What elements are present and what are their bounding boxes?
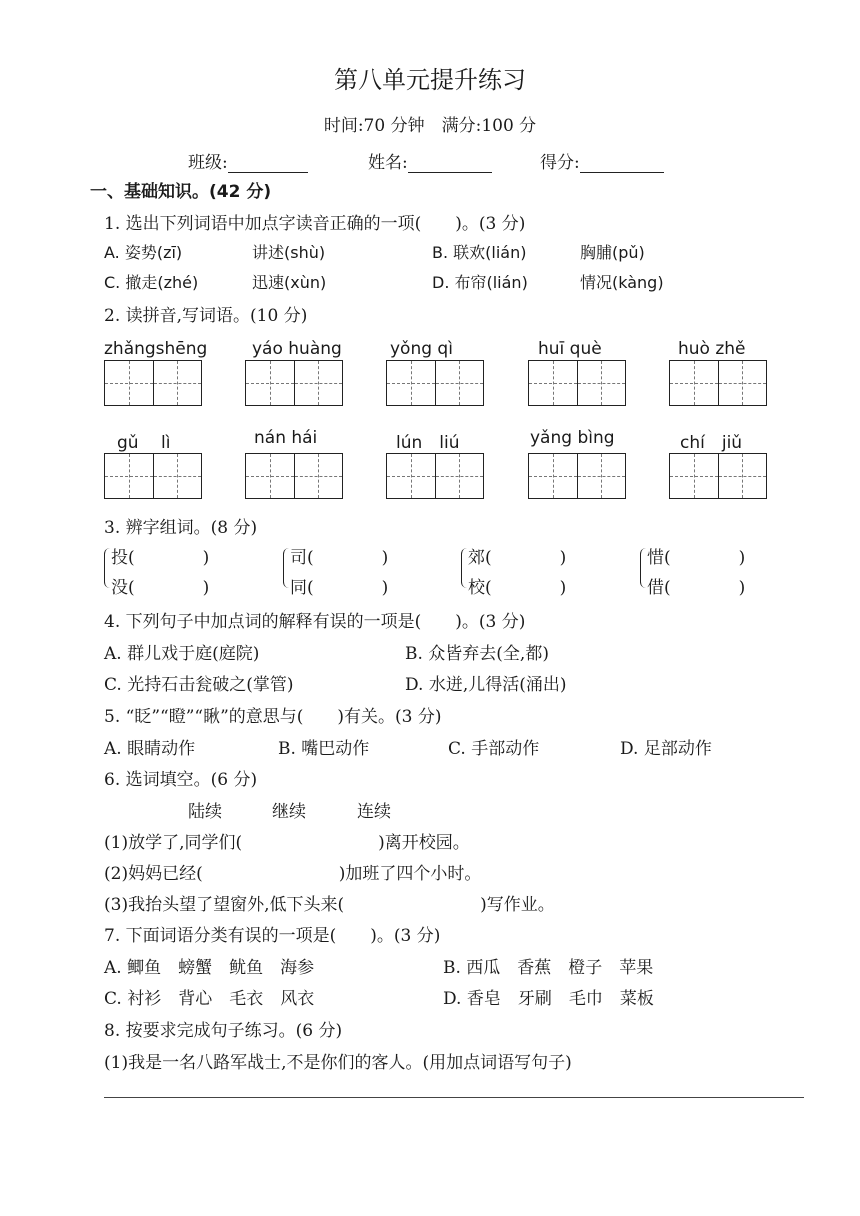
score-field[interactable] [540,148,664,173]
class-field[interactable] [188,148,308,173]
pinyin-label: gǔ lì [117,433,171,453]
q4-stem: 4. 下列句子中加点词的解释有误的一项是( )。(3 分) [104,612,526,632]
word-choice: 连续 [357,802,391,822]
writing-grid[interactable] [669,453,767,499]
q6-sentence-1[interactable]: (1)放学了,同学们( )离开校园。 [104,833,470,853]
pinyin-label: huī què [538,339,602,359]
char-pair-bottom[interactable]: 校( ) [468,578,567,598]
writing-grid[interactable] [528,453,626,499]
pinyin-label: lún liú [396,433,460,453]
q6-stem: 6. 选词填空。(6 分) [104,770,258,790]
pinyin-label: yǎng bìng [530,428,615,448]
char-pair-top[interactable]: 郊( ) [468,548,567,568]
char-pair-bottom[interactable]: 没( ) [111,578,210,598]
writing-grid[interactable] [245,453,343,499]
q1-option-c1: C. 撤走(zhé) [104,273,199,292]
char-pair-top[interactable]: 投( ) [111,548,210,568]
q4-option-d: D. 水迸,儿得活(涌出) [405,675,567,695]
q7-option-a: A. 鲫鱼 螃蟹 鱿鱼 海参 [104,958,315,978]
q8-sentence-1: (1)我是一名八路军战士,不是你们的客人。(用加点词语写句子) [104,1053,572,1073]
q7-option-b: B. 西瓜 香蕉 橙子 苹果 [443,958,654,978]
page-title: 第八单元提升练习 [334,66,526,94]
writing-grid[interactable] [386,453,484,499]
q5-stem: 5. “眨”“瞪”“瞅”的意思与( )有关。(3 分) [104,707,442,727]
pinyin-label: nán hái [254,428,318,448]
q5-option-a: A. 眼睛动作 [104,739,196,759]
q3-stem: 3. 辨字组词。(8 分) [104,518,258,538]
writing-grid[interactable] [669,360,767,406]
pinyin-label: yǒng qì [390,339,453,359]
q2-stem: 2. 读拼音,写词语。(10 分) [104,306,308,326]
q1-option-d2: 情况(kàng) [580,273,664,292]
writing-grid[interactable] [104,360,202,406]
name-label: 姓名: [368,153,408,173]
q5-option-d: D. 足部动作 [620,739,712,759]
class-label: 班级: [188,153,228,173]
char-pair-top[interactable]: 司( ) [290,548,389,568]
q6-sentence-2[interactable]: (2)妈妈已经( )加班了四个小时。 [104,864,482,884]
section-heading: 一、基础知识。(42 分) [90,182,272,202]
char-pair-top[interactable]: 惜( ) [647,548,746,568]
q1-option-a2: 讲述(shù) [252,243,326,262]
char-pair-bottom[interactable]: 同( ) [290,578,389,598]
q7-option-c: C. 衬衫 背心 毛衣 风衣 [104,989,315,1009]
q5-option-c: C. 手部动作 [448,739,540,759]
q1-option-c2: 迅速(xùn) [252,273,327,292]
name-blank[interactable] [408,154,492,173]
class-blank[interactable] [228,154,308,173]
q4-option-a: A. 群儿戏于庭(庭院) [104,644,260,664]
q7-option-d: D. 香皂 牙刷 毛巾 菜板 [443,989,654,1009]
pinyin-label: zhǎngshēng [104,339,208,359]
q1-option-b2: 胸脯(pǔ) [580,243,645,262]
word-choice: 陆续 [188,802,222,822]
q7-stem: 7. 下面词语分类有误的一项是( )。(3 分) [104,926,441,946]
score-label: 得分: [540,153,580,173]
q1-option-a1: A. 姿势(zī) [104,243,183,262]
writing-grid[interactable] [104,453,202,499]
q1-stem: 1. 选出下列词语中加点字读音正确的一项( )。(3 分) [104,214,526,234]
q8-stem: 8. 按要求完成句子练习。(6 分) [104,1021,343,1041]
q4-option-b: B. 众皆弃去(全,都) [405,644,549,664]
q6-sentence-3[interactable]: (3)我抬头望了望窗外,低下头来( )写作业。 [104,895,555,915]
pinyin-label: yáo huàng [252,339,342,359]
writing-grid[interactable] [528,360,626,406]
word-choice: 继续 [272,802,306,822]
page-divider [104,1097,804,1098]
char-pair-bottom[interactable]: 借( ) [647,578,746,598]
writing-grid[interactable] [245,360,343,406]
q1-option-d1: D. 布帘(lián) [432,273,528,292]
q1-option-b1: B. 联欢(lián) [432,243,527,262]
score-blank[interactable] [580,154,664,173]
writing-grid[interactable] [386,360,484,406]
pinyin-label: chí jiǔ [680,433,743,453]
q5-option-b: B. 嘴巴动作 [278,739,370,759]
exam-meta: 时间:70 分钟 满分:100 分 [323,116,537,136]
name-field[interactable] [368,148,492,173]
pinyin-label: huò zhě [678,339,746,359]
q4-option-c: C. 光持石击瓮破之(掌管) [104,675,294,695]
